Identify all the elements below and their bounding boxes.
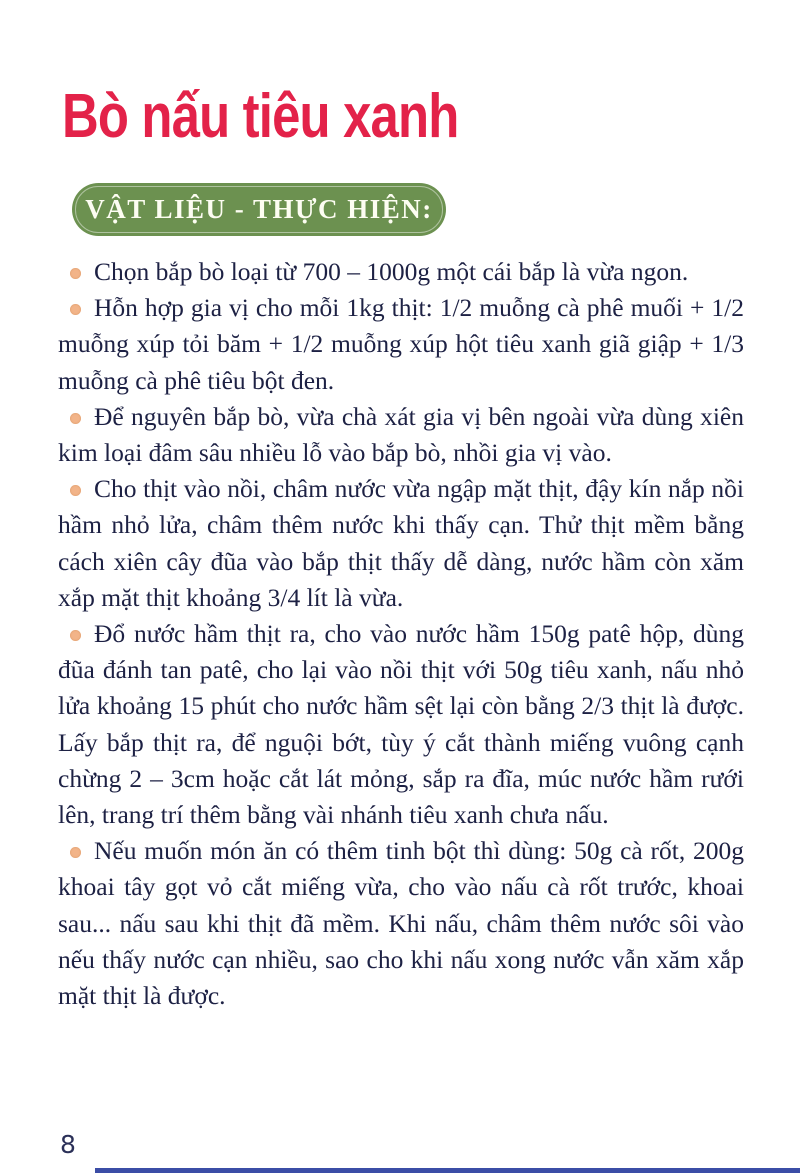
section-header-label: VẬT LIỆU - THỰC HIỆN: xyxy=(85,194,433,224)
recipe-step xyxy=(58,616,744,833)
recipe-step xyxy=(58,399,744,471)
bullet-icon xyxy=(70,413,81,424)
recipe-step xyxy=(58,471,744,616)
page-number: 8 xyxy=(60,1130,76,1159)
bullet-icon xyxy=(70,847,81,858)
recipe-step-text: Đổ nước hầm thịt ra, cho vào nước hầm 150g patê hộp, dùng đũa đánh tan patê, cho lại vào nồi thịt với 50g tiêu xanh, nấu nhỏ lửa khoảng 15 phút cho nước hầm sệt lại còn bằng 2/3 thịt là được. Lấy bắp thịt ra, để nguội bớt, tùy ý cắt thành miếng vuông cạnh chừng 2 – 3cm hoặc cắt lát mỏng, sắp ra đĩa, múc nước hầm rưới lên, trang trí thêm bằng vài nhánh tiêu xanh chưa nấu. xyxy=(58,619,744,830)
footer-rule xyxy=(95,1168,800,1173)
recipe-step xyxy=(58,254,744,290)
bullet-icon xyxy=(70,268,81,279)
recipe-step-text: Cho thịt vào nồi, châm nước vừa ngập mặt thịt, đậy kín nắp nồi hầm nhỏ lửa, châm thêm nước khi thấy cạn. Thử thịt mềm bằng cách xiên cây đũa vào bắp thịt thấy dễ dàng, nước hầm còn xăm xắp mặt thịt khoảng 3/4 lít là vừa. xyxy=(58,474,744,612)
recipe-steps xyxy=(58,254,744,1014)
bullet-icon xyxy=(70,304,81,315)
recipe-step-text: Chọn bắp bò loại từ 700 – 1000g một cái bắp là vừa ngon. xyxy=(94,257,689,286)
section-header-badge xyxy=(72,183,446,236)
recipe-step-text: Nếu muốn món ăn có thêm tinh bột thì dùng: 50g cà rốt, 200g khoai tây gọt vỏ cắt miếng vừa, cho vào nấu cà rốt trước, khoai sau... nấu sau khi thịt đã mềm. Khi nấu, châm thêm nước sôi vào nếu thấy nước cạn nhiều, sao cho khi nấu xong nước vẫn xăm xắp mặt thịt là được. xyxy=(58,836,744,1011)
bullet-icon xyxy=(70,485,81,496)
recipe-step-text: Hỗn hợp gia vị cho mỗi 1kg thịt: 1/2 muỗng cà phê muối + 1/2 muỗng xúp tỏi băm + 1/2 muỗng xúp hột tiêu xanh giã giập + 1/3 muỗng cà phê tiêu bột đen. xyxy=(58,293,744,395)
recipe-step xyxy=(58,833,744,1014)
page-title: Bò nấu tiêu xanh xyxy=(62,82,459,151)
recipe-step-text: Để nguyên bắp bò, vừa chà xát gia vị bên ngoài vừa dùng xiên kim loại đâm sâu nhiều lỗ vào bắp bò, nhồi gia vị vào. xyxy=(58,401,744,468)
bullet-icon xyxy=(70,630,81,641)
recipe-step xyxy=(58,290,744,399)
